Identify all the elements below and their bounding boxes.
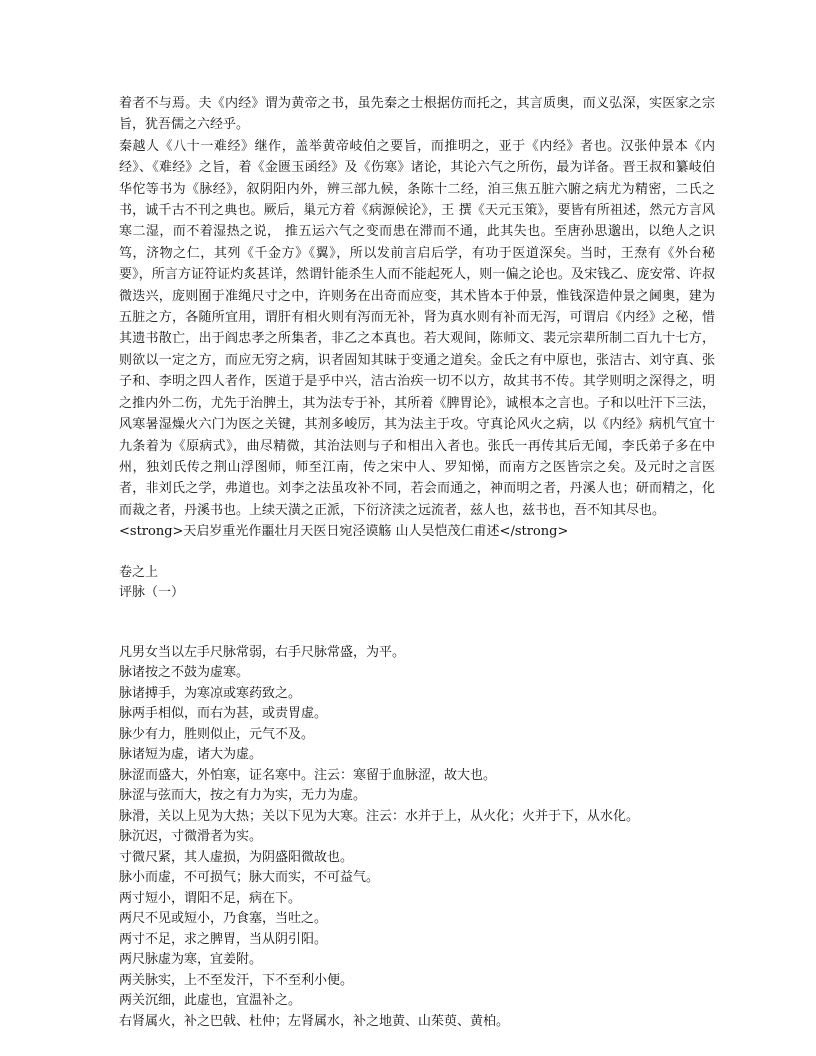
- preface-signature: <strong>天启岁重光作噩壮月天医日宛泾谟觞 山人吴恺茂仁甫述</strong>: [119, 524, 569, 540]
- text-line: 两寸不足，求之脾胃，当从阴引阳。: [119, 931, 328, 947]
- chapter-title: 评脉（一）: [119, 584, 185, 600]
- text-line: 脉诸按之不鼓为虚寒。: [119, 665, 250, 681]
- text-line: 两尺不见或短小，乃食塞，当吐之。: [119, 911, 328, 927]
- spacer: [119, 603, 715, 643]
- text-line: 两关沉细，此虚也，宜温补之。: [119, 993, 302, 1009]
- text-line: 脉两手相似，而右为甚，或责胃虚。: [119, 706, 328, 722]
- volume-title: 卷之上: [119, 564, 159, 580]
- pulse-lines: [119, 643, 715, 1033]
- document-page: [119, 93, 715, 1032]
- text-line: 脉少有力，胜则似止，元气不及。: [119, 726, 315, 742]
- text-line: 两寸短小，谓阳不足，病在下。: [119, 890, 302, 906]
- spacer: [119, 543, 715, 563]
- text-line: 凡男女当以左手尺脉常弱，右手尺脉常盛，为平。: [119, 644, 406, 660]
- text-line: 脉诸短为虚，诸大为虚。: [119, 747, 263, 763]
- text-line: 脉涩与弦而大，按之有力为实，无力为虚。: [119, 788, 367, 804]
- preface-paragraph-2: 秦越人《八十一难经》继作，盖举黄帝岐伯之要旨，而推明之，亚于《内经》者也。汉张仲景本《内经》、《难经》之旨，着《金匮玉函经》及《伤寒》诸论，其论六气之所伤，最为详备。晋王叔和纂岐伯华佗等书为《脉经》，叙阴阳内外，辨三部九候，条陈十二经，洎三焦五脏六腑之病尤为精密，二氏之书，诚千古不刊之典也。厥后，巢元方着《病源候论》，王 撰《天元玉策》，要皆有所祖述，然元方言风寒二湿，而不着湿热之说， 推五运六气之变而患在滞而不通，此其失也。至唐孙思邈出，以绝人之识笃，济物之仁，其列《千金方》《翼》，所以发前言启后学，有功于医道深矣。当时，王焘有《外台秘要》，所言方证符证灼炙甚详，然谓针能杀生人而不能起死人，则一偏之论也。及宋钱乙、庞安常、许叔微迭兴，庞则囿于准绳尺寸之中，许则务在出奇而应变，其术皆本于仲景，惟钱深造仲景之阃奥，建为五脏之方，各随所宜用，谓肝有相火则有泻而无补，肾为真水则有补而无泻，可谓启《内经》之秘，惜其遗书散亡，出于阎忠孝之所集者，非乙之本真也。若大观间，陈师文、裴元宗辈所制二百九十七方，则欲以一定之方，而应无穷之病，识者固知其昧于变通之道矣。金氏之有中原也，张洁古、刘守真、张子和、李明之四人者作，医道于是乎中兴，洁古治疾一切不以方，故其书不传。其学则明之深得之，明之推内外二伤，尤先于治脾土，其为法专于补，其所着《脾胃论》，诚根本之言也。子和以吐汗下三法，风寒暑湿燥火六门为医之关键，其剂多峻厉，其为法主于攻。守真论风火之病，以《内经》病机气宜十九条着为《原病式》，曲尽精微，其治法则与子和相出入者也。张氏一再传其后无闻，李氏弟子多在中州，独刘氏传之荆山浮图师，师至江南，传之宋中人、罗知悌，而南方之医皆宗之矣。及元时之言医者，非刘氏之学，弗道也。刘李之法虽攻补不同，若会而通之，神而明之者，丹溪人也；研而精之，化而裁之者，丹溪书也。上续天潢之正派，下衍济渎之远流者，兹人也，兹书也，吾不知其尽也。: [119, 138, 715, 518]
- text-line: 两尺脉虚为寒，宜姜附。: [119, 952, 263, 968]
- text-line: 脉小而虚，不可损气；脉大而实，不可益气。: [119, 870, 380, 886]
- text-line: 脉涩而盛大，外怕寒，证名寒中。注云：寒留于血脉涩，故大也。: [119, 767, 497, 783]
- text-line: 脉诸搏手，为寒凉或寒药致之。: [119, 685, 302, 701]
- text-line: 两关脉实，上不至发汗，下不至利小便。: [119, 972, 354, 988]
- text-line: 寸微尺紧，其人虚损，为阴盛阳微故也。: [119, 849, 354, 865]
- text-line: 脉沉迟，寸微滑者为实。: [119, 829, 263, 845]
- preface-paragraph-1: 着者不与焉。夫《内经》谓为黄帝之书，虽先秦之士根据仿而托之，其言质奥，而义弘深，实医家之宗旨，犹吾儒之六经乎。: [119, 96, 715, 133]
- text-line: 脉滑，关以上见为大热；关以下见为大寒。注云：水并于上，从火化；火并于下，从水化。: [119, 808, 640, 824]
- text-line: 右肾属火，补之巴戟、杜仲；左肾属水，补之地黄、山茱萸、黄柏。: [119, 1013, 510, 1029]
